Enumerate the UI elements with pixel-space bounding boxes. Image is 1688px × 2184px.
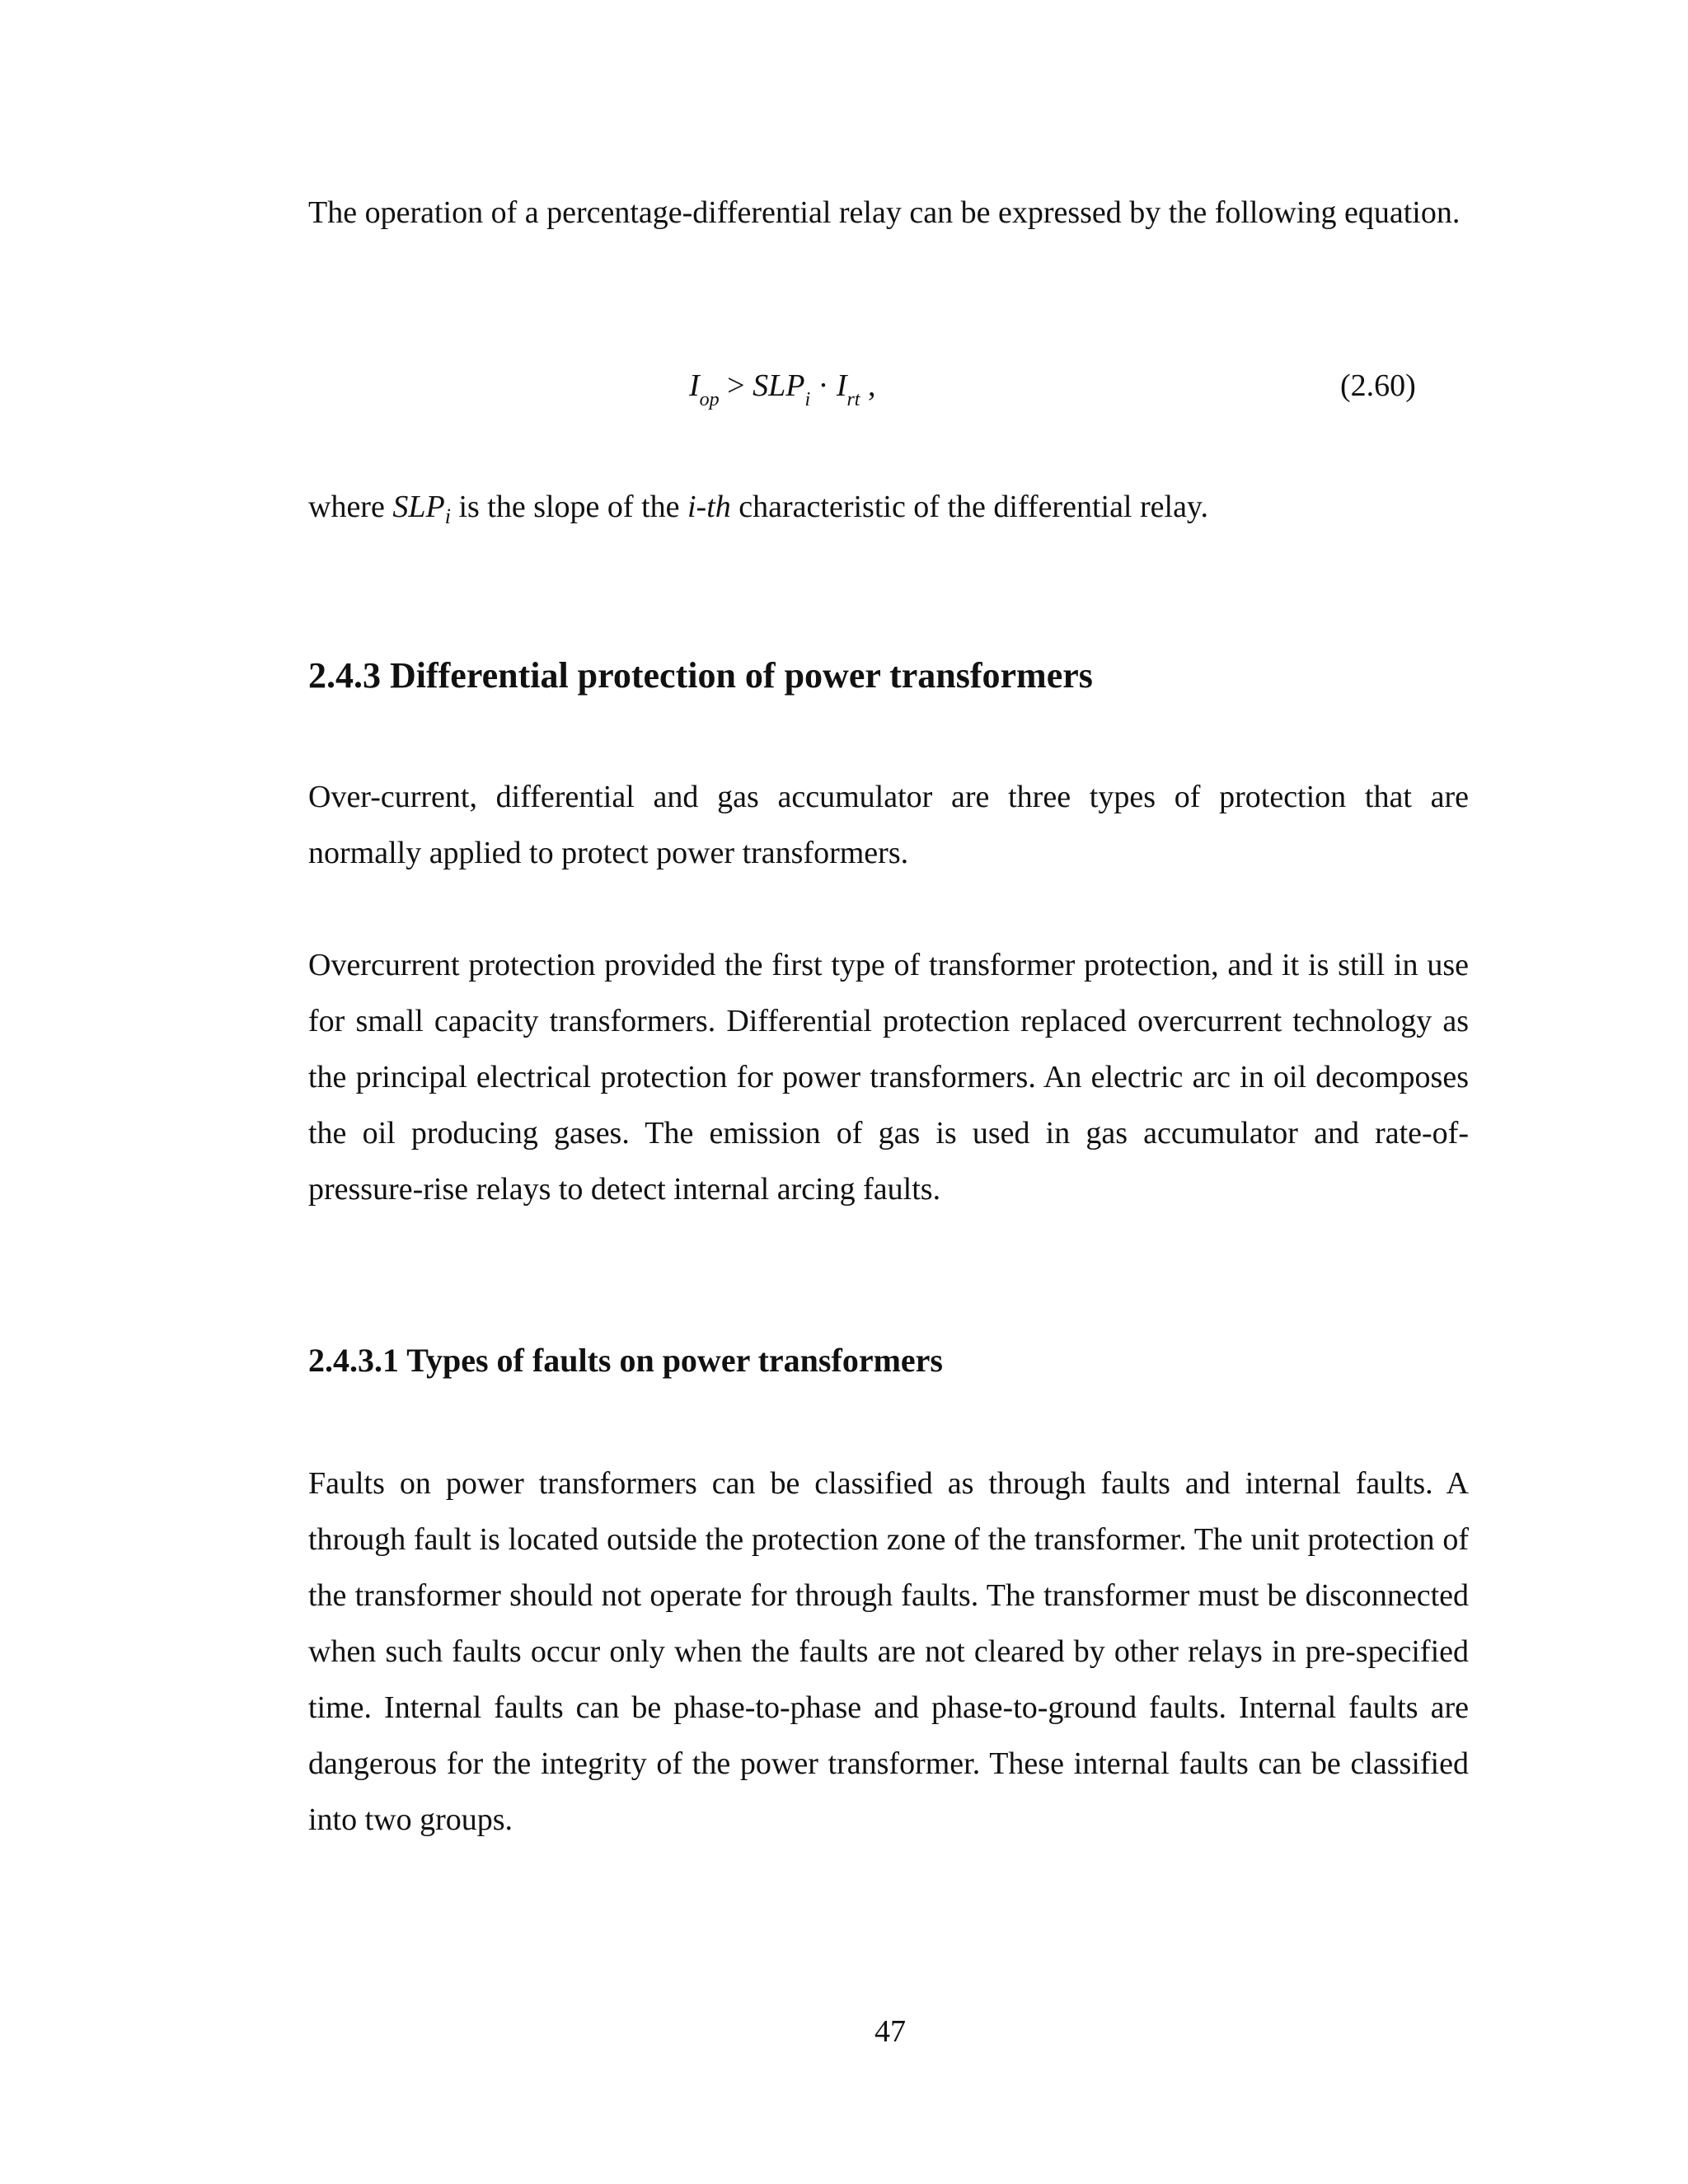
equation-lhs-subscript: op xyxy=(699,389,720,410)
where-suffix: characteristic of the differential relay. xyxy=(730,490,1208,524)
subsection-heading: 2.4.3.1 Types of faults on power transformers xyxy=(308,1342,943,1379)
equation-dot: · xyxy=(810,368,837,403)
equation-number: (2.60) xyxy=(1340,368,1416,403)
where-clause xyxy=(308,479,1469,535)
faults-paragraph: Faults on power transformers can be classified as through faults and internal faults. A through fault is located outside the protection zone of the transformer. The unit protection of the transformer should not operate for through faults. The transformer must be disconnected when such faults occur only when the faults are not cleared by other relays in pre-specified time. Internal faults can be phase-to-phase and phase-to-ground faults. Internal faults are dangerous for the integrity of the power transformer. These internal faults can be classified into two groups. xyxy=(308,1466,1469,1837)
section-heading: 2.4.3 Differential protection of power transformers xyxy=(308,655,1093,696)
where-prefix: where xyxy=(308,490,393,524)
equation-operator: > xyxy=(719,368,753,403)
overcurrent-paragraph: Overcurrent protection provided the first type of transformer protection, and it is still in use for small capacity transformers. Differential protection replaced overcurrent technology as the principal electrical protection for power transformers. An electric arc in oil decomposes the oil producing gases. The emission of gas is used in gas accumulator and rate-of-pressure-rise relays to detect internal arcing faults. xyxy=(308,948,1469,1207)
where-slp-subscript: i xyxy=(444,504,451,528)
equation-rhs-symbol: I xyxy=(836,368,847,403)
where-ith: i-th xyxy=(687,490,731,524)
equation-slp-symbol: SLP xyxy=(753,368,805,403)
where-slp-symbol: SLP xyxy=(392,490,445,524)
equation-rhs-subscript: rt xyxy=(846,389,860,410)
equation-lhs-symbol: I xyxy=(689,368,700,403)
where-slp xyxy=(392,490,451,528)
protection-types-paragraph: Over-current, differential and gas accumulator are three types of protection that are normally applied to protect power transformers. xyxy=(308,780,1469,870)
page-number: 47 xyxy=(874,2014,906,2049)
intro-paragraph: The operation of a percentage-differential relay can be expressed by the following equation. xyxy=(308,195,1461,230)
equation-trailing: , xyxy=(860,368,876,403)
equation-2-60 xyxy=(689,361,875,410)
where-middle: is the slope of the xyxy=(450,490,687,524)
equation-slp-subscript: i xyxy=(804,389,811,410)
